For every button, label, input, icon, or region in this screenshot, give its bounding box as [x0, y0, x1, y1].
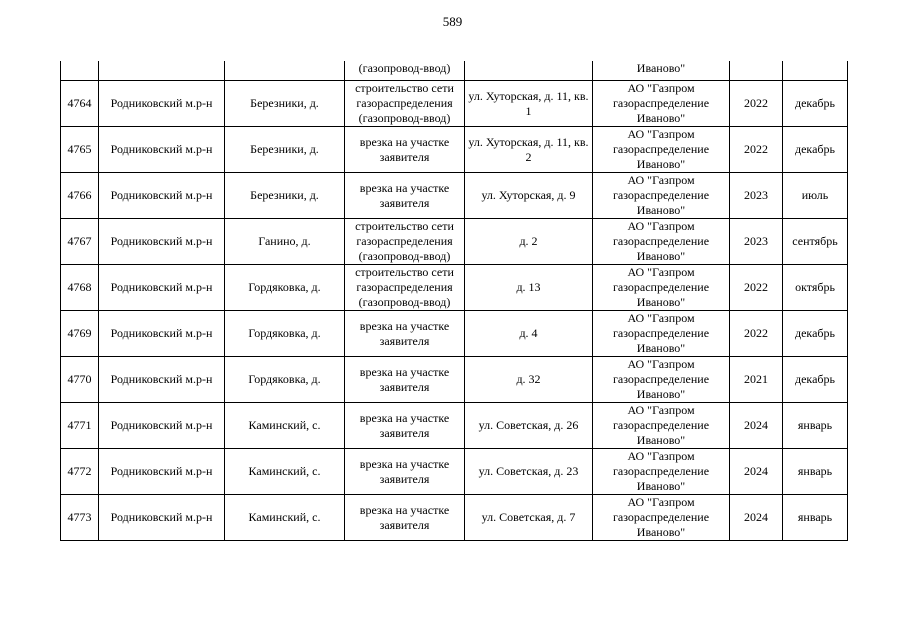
cell-address: д. 32	[465, 357, 593, 403]
page-number: 589	[442, 14, 463, 29]
cell-work-type: врезка на участке заявителя	[345, 449, 465, 495]
cell-month: январь	[783, 449, 848, 495]
cell-district	[99, 61, 225, 81]
cell-number: 4771	[61, 403, 99, 449]
cell-work-type: врезка на участке заявителя	[345, 127, 465, 173]
cell-organization: АО "Газпром газораспределение Иваново"	[593, 495, 730, 541]
cell-address: ул. Хуторская, д. 11, кв. 2	[465, 127, 593, 173]
cell-number	[61, 61, 99, 81]
cell-district: Родниковский м.р-н	[99, 311, 225, 357]
cell-district: Родниковский м.р-н	[99, 173, 225, 219]
cell-month: декабрь	[783, 127, 848, 173]
cell-district: Родниковский м.р-н	[99, 127, 225, 173]
cell-work-type: строительство сети газораспределения (газопровод-ввод)	[345, 265, 465, 311]
table-row	[61, 81, 848, 127]
cell-year: 2024	[730, 495, 783, 541]
cell-month: январь	[783, 495, 848, 541]
cell-address: ул. Хуторская, д. 9	[465, 173, 593, 219]
cell-address: ул. Советская, д. 7	[465, 495, 593, 541]
cell-work-type: врезка на участке заявителя	[345, 173, 465, 219]
cell-number: 4770	[61, 357, 99, 403]
cell-district: Родниковский м.р-н	[99, 219, 225, 265]
cell-work-type: (газопровод-ввод)	[345, 61, 465, 81]
cell-address: ул. Советская, д. 23	[465, 449, 593, 495]
cell-locality: Гордяковка, д.	[225, 265, 345, 311]
table-body	[61, 61, 848, 541]
cell-month	[783, 61, 848, 81]
cell-address: ул. Хуторская, д. 11, кв. 1	[465, 81, 593, 127]
table-row	[61, 219, 848, 265]
cell-year: 2022	[730, 265, 783, 311]
cell-month: сентябрь	[783, 219, 848, 265]
table-row	[61, 357, 848, 403]
cell-number: 4768	[61, 265, 99, 311]
cell-year: 2022	[730, 311, 783, 357]
cell-month: январь	[783, 403, 848, 449]
cell-district: Родниковский м.р-н	[99, 495, 225, 541]
cell-address: д. 2	[465, 219, 593, 265]
cell-work-type: врезка на участке заявителя	[345, 357, 465, 403]
cell-locality: Ганино, д.	[225, 219, 345, 265]
table-row	[61, 311, 848, 357]
table-row	[61, 449, 848, 495]
cell-organization: АО "Газпром газораспределение Иваново"	[593, 311, 730, 357]
table-row	[61, 173, 848, 219]
cell-address: д. 13	[465, 265, 593, 311]
cell-number: 4765	[61, 127, 99, 173]
cell-number: 4769	[61, 311, 99, 357]
cell-locality: Каминский, с.	[225, 495, 345, 541]
cell-number: 4773	[61, 495, 99, 541]
cell-year: 2024	[730, 403, 783, 449]
cell-year: 2023	[730, 219, 783, 265]
table-row	[61, 265, 848, 311]
cell-organization: АО "Газпром газораспределение Иваново"	[593, 265, 730, 311]
cell-district: Родниковский м.р-н	[99, 449, 225, 495]
cell-work-type: строительство сети газораспределения (газопровод-ввод)	[345, 219, 465, 265]
cell-locality: Каминский, с.	[225, 449, 345, 495]
cell-year: 2022	[730, 127, 783, 173]
cell-year: 2021	[730, 357, 783, 403]
cell-locality	[225, 61, 345, 81]
cell-work-type: строительство сети газораспределения (газопровод-ввод)	[345, 81, 465, 127]
cell-year	[730, 61, 783, 81]
cell-number: 4764	[61, 81, 99, 127]
cell-organization: АО "Газпром газораспределение Иваново"	[593, 127, 730, 173]
cell-address: д. 4	[465, 311, 593, 357]
cell-locality: Каминский, с.	[225, 403, 345, 449]
cell-year: 2022	[730, 81, 783, 127]
cell-organization: АО "Газпром газораспределение Иваново"	[593, 219, 730, 265]
cell-work-type: врезка на участке заявителя	[345, 311, 465, 357]
cell-locality: Гордяковка, д.	[225, 311, 345, 357]
cell-district: Родниковский м.р-н	[99, 357, 225, 403]
cell-address: ул. Советская, д. 26	[465, 403, 593, 449]
cell-year: 2023	[730, 173, 783, 219]
cell-organization: АО "Газпром газораспределение Иваново"	[593, 449, 730, 495]
cell-month: декабрь	[783, 311, 848, 357]
cell-year: 2024	[730, 449, 783, 495]
cell-month: декабрь	[783, 357, 848, 403]
cell-work-type: врезка на участке заявителя	[345, 403, 465, 449]
cell-locality: Березники, д.	[225, 127, 345, 173]
table-row	[61, 127, 848, 173]
cell-organization: АО "Газпром газораспределение Иваново"	[593, 81, 730, 127]
table-row	[61, 403, 848, 449]
table-row	[61, 495, 848, 541]
cell-address	[465, 61, 593, 81]
cell-district: Родниковский м.р-н	[99, 403, 225, 449]
cell-district: Родниковский м.р-н	[99, 81, 225, 127]
cell-organization: АО "Газпром газораспределение Иваново"	[593, 357, 730, 403]
cell-organization: Иваново"	[593, 61, 730, 81]
cell-organization: АО "Газпром газораспределение Иваново"	[593, 403, 730, 449]
table-row-continued	[61, 61, 848, 81]
cell-locality: Березники, д.	[225, 81, 345, 127]
cell-month: октябрь	[783, 265, 848, 311]
data-table	[60, 61, 848, 541]
cell-number: 4772	[61, 449, 99, 495]
cell-locality: Березники, д.	[225, 173, 345, 219]
cell-month: декабрь	[783, 81, 848, 127]
cell-number: 4766	[61, 173, 99, 219]
cell-number: 4767	[61, 219, 99, 265]
cell-work-type: врезка на участке заявителя	[345, 495, 465, 541]
cell-month: июль	[783, 173, 848, 219]
cell-locality: Гордяковка, д.	[225, 357, 345, 403]
cell-organization: АО "Газпром газораспределение Иваново"	[593, 173, 730, 219]
cell-district: Родниковский м.р-н	[99, 265, 225, 311]
